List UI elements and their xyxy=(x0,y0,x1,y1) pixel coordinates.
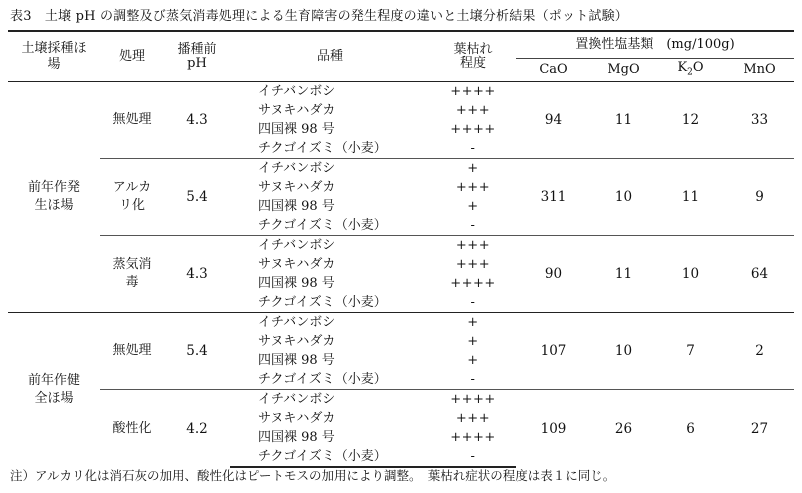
k2o-value: 6 xyxy=(656,390,725,468)
damage-level: - xyxy=(430,447,516,467)
table-row xyxy=(8,313,794,333)
mgo-value: 11 xyxy=(591,236,656,313)
field-name-cell xyxy=(8,313,100,468)
ph-value: 5.4 xyxy=(164,313,230,390)
table-row xyxy=(8,236,794,256)
k2o-value: 7 xyxy=(656,313,725,390)
ph-value: 5.4 xyxy=(164,159,230,236)
treatment-name: 蒸気消毒 xyxy=(112,257,152,290)
variety-name: 四国裸 98 号 xyxy=(258,198,335,214)
treatment-cell xyxy=(100,313,164,390)
damage-level: - xyxy=(470,371,476,387)
mno-value: 2 xyxy=(725,313,794,390)
variety-name: サヌキハダカ xyxy=(258,102,336,118)
mgo-value: 26 xyxy=(591,390,656,468)
table-note: 注）アルカリ化は消石灰の加用、酸性化はピートモスの加用により調整。 葉枯れ症状の程度は表１に同じ。 xyxy=(10,468,616,483)
variety-name: チクゴイズミ（小麦） xyxy=(258,217,387,233)
field-name: 前年作健全ほ場 xyxy=(27,373,80,406)
header-mno: MnO xyxy=(743,62,776,77)
header-damage xyxy=(430,31,516,82)
header-cao: CaO xyxy=(539,62,568,77)
table-body xyxy=(8,82,794,468)
header-k2o-o: O xyxy=(692,59,704,75)
variety-name: サヌキハダカ xyxy=(258,333,336,349)
header-ph-line1: 播種前 xyxy=(177,41,217,57)
table-row xyxy=(8,159,794,179)
damage-level: + xyxy=(430,313,516,333)
ph-value: 4.2 xyxy=(164,390,230,468)
damage-level: - xyxy=(470,294,476,310)
variety-name: 四国裸 98 号 xyxy=(258,275,335,291)
table-title: 表3 土壌 pH の調整及び蒸気消毒処理による生育障害の発生程度の違いと土壌分析結果（ポット試験） xyxy=(10,9,628,24)
variety-name: チクゴイズミ（小麦） xyxy=(230,447,430,467)
damage-level: + xyxy=(467,333,479,349)
header-ph-line2: pH xyxy=(187,55,207,71)
damage-level: +++ xyxy=(455,102,491,118)
header-mgo: MgO xyxy=(607,62,640,77)
results-table xyxy=(8,30,794,468)
damage-level: +++ xyxy=(430,236,516,256)
variety-name: サヌキハダカ xyxy=(258,179,336,195)
damage-level: ++++ xyxy=(450,275,496,291)
ph-value: 4.3 xyxy=(164,82,230,159)
k2o-value: 10 xyxy=(656,236,725,313)
treatment-name: 無処理 xyxy=(112,343,152,358)
treatment-cell xyxy=(100,236,164,313)
header-damage-line2: 程度 xyxy=(459,55,486,71)
variety-name: チクゴイズミ（小麦） xyxy=(258,140,387,156)
variety-name: イチバンボシ xyxy=(230,236,430,256)
header-variety: 品種 xyxy=(316,48,343,64)
variety-name: イチバンボシ xyxy=(230,390,430,410)
cao-value: 90 xyxy=(516,236,591,313)
mno-value: 9 xyxy=(725,159,794,236)
treatment-name: アルカリ化 xyxy=(112,180,152,213)
mgo-value: 11 xyxy=(591,82,656,159)
damage-level: + xyxy=(467,352,479,368)
header-field-label: 土壌採種ほ場 xyxy=(21,40,87,72)
damage-level: ++++ xyxy=(450,429,496,445)
k2o-value: 12 xyxy=(656,82,725,159)
treatment-cell xyxy=(100,390,164,468)
treatment-name: 酸性化 xyxy=(112,420,152,436)
header-k2o-k: K xyxy=(677,59,688,75)
variety-name: イチバンボシ xyxy=(230,313,430,333)
header-bases: 置換性塩基類 (mg/100g) xyxy=(516,31,794,59)
ph-value: 4.3 xyxy=(164,236,230,313)
header-treatment: 処理 xyxy=(118,48,145,64)
variety-name: 四国裸 98 号 xyxy=(258,121,335,137)
header-k2o xyxy=(656,59,725,82)
header-field xyxy=(8,31,100,82)
damage-level: ++++ xyxy=(430,82,516,102)
header-damage-line1: 葉枯れ xyxy=(453,41,493,57)
variety-name: チクゴイズミ（小麦） xyxy=(258,371,387,387)
damage-level: - xyxy=(470,217,476,233)
field-name-cell xyxy=(8,82,100,313)
treatment-cell xyxy=(100,82,164,159)
variety-name: サヌキハダカ xyxy=(258,256,336,272)
header-k2o-sub: 2 xyxy=(687,67,693,78)
variety-name: イチバンボシ xyxy=(230,159,430,179)
treatment-name: 無処理 xyxy=(112,112,152,127)
variety-name: チクゴイズミ（小麦） xyxy=(258,294,387,310)
mno-value: 64 xyxy=(725,236,794,313)
mgo-value: 10 xyxy=(591,159,656,236)
header-ph xyxy=(164,31,230,82)
damage-level: +++ xyxy=(455,410,491,426)
cao-value: 94 xyxy=(516,82,591,159)
mgo-value: 10 xyxy=(591,313,656,390)
variety-name: イチバンボシ xyxy=(230,82,430,102)
treatment-cell xyxy=(100,159,164,236)
field-name: 前年作発生ほ場 xyxy=(27,180,80,213)
table-row xyxy=(8,82,794,102)
damage-level: +++ xyxy=(455,256,491,272)
damage-level: ++++ xyxy=(430,390,516,410)
damage-level: +++ xyxy=(455,179,491,195)
variety-name: サヌキハダカ xyxy=(258,410,336,426)
k2o-value: 11 xyxy=(656,159,725,236)
damage-level: + xyxy=(467,198,479,214)
variety-name: 四国裸 98 号 xyxy=(258,352,335,368)
damage-level: + xyxy=(430,159,516,179)
mno-value: 33 xyxy=(725,82,794,159)
cao-value: 109 xyxy=(516,390,591,468)
table-row xyxy=(8,390,794,410)
damage-level: ++++ xyxy=(450,121,496,137)
mno-value: 27 xyxy=(725,390,794,468)
variety-name: 四国裸 98 号 xyxy=(258,429,335,445)
cao-value: 311 xyxy=(516,159,591,236)
cao-value: 107 xyxy=(516,313,591,390)
damage-level: - xyxy=(470,140,476,156)
